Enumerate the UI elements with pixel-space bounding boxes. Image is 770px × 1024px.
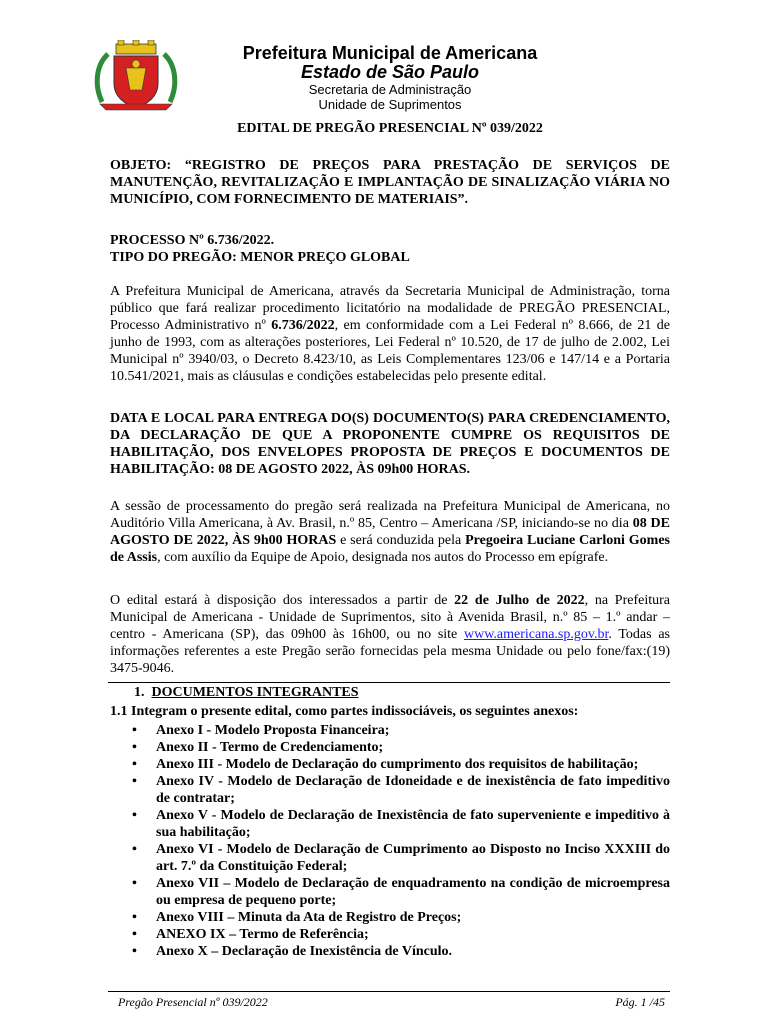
list-item: • Anexo III - Modelo de Declaração do cumprimento dos requisitos de habilitação;: [128, 756, 670, 773]
sessao-date: 08 DE AGOSTO DE 2022, ÀS 9h00 HORAS: [110, 516, 670, 548]
intro-text-1: A Prefeitura Municipal de Americana, através da Secretaria Municipal de Administração, torna público que fará realizar procedimento licitatório na modalidade de PREGÃO PRESENCIAL, Processo Administrativo nº: [110, 284, 670, 333]
section-title: DOCUMENTOS INTEGRANTES: [151, 685, 359, 700]
intro-text-2: , em conformidade com a Lei Federal nº 8.666, de 21 de junho de 1993, com as alterações posteriores, Lei Federal nº 10.520, de 17 de julho de 2.002, Lei Municipal nº 3940/03, o Decreto 8.423/10, as Leis Complementares 123/06 e 147/14 e a Portaria 10.541/2021, mais as cláusulas e condições estabelecidas pelo presente edital.: [110, 318, 670, 384]
edital-title: EDITAL DE PREGÃO PRESENCIAL Nº 039/2022: [237, 121, 543, 136]
intro-paragraph: [110, 283, 670, 385]
processo-number: PROCESSO Nº 6.736/2022.: [110, 233, 275, 248]
sessao-paragraph: [110, 498, 670, 566]
disposicao-date: 22 de Julho de 2022: [454, 593, 585, 608]
data-local-heading: DATA E LOCAL PARA ENTREGA DO(S) DOCUMENTO(S) PARA CREDENCIAMENTO, DA DECLARAÇÃO DE QUE A PROPONENTE CUMPRE OS REQUISITOS DE HABILITAÇÃO, DOS ENVELOPES PROPOSTA DE PREÇOS E DOCUMENTOS DE HABILITAÇÃO: 08 DE AGOSTO 2022, ÀS 09h00 HORAS.: [110, 411, 670, 477]
disposicao-paragraph: [110, 592, 670, 677]
footer-page-number: Pág. 1 /45: [615, 995, 665, 1009]
list-item: • Anexo VIII – Minuta da Ata de Registro de Preços;: [128, 909, 670, 926]
annex-list: [128, 722, 670, 960]
sessao-text-c: e será conduzida pela: [336, 533, 466, 548]
header-secretaria: Secretaria de Administração: [308, 82, 472, 97]
disposicao-text-a: O edital estará à disposição dos interessados a partir de: [110, 593, 455, 608]
sessao-pregoeira: Pregoeira Luciane Carloni Gomes de Assis: [110, 533, 670, 565]
list-item: • Anexo V - Modelo de Declaração de Inexistência de fato superveniente e impeditivo à sua habilitação;: [128, 807, 670, 841]
header-state: Estado de São Paulo: [300, 62, 480, 82]
list-item: • Anexo VII – Modelo de Declaração de enquadramento na condição de microempresa ou empresa de pequeno porte;: [128, 875, 670, 909]
intro-process-number: 6.736/2022: [271, 318, 335, 333]
tipo-pregao: TIPO DO PREGÃO: MENOR PREÇO GLOBAL: [110, 250, 410, 265]
disposicao-text-c: , na Prefeitura Municipal de Americana - Unidade de Suprimentos, sito à Avenida Brasil, n.º 85 – 1.º andar – centro - Americana (SP), das 09h00 às 16h00, ou no site: [110, 593, 670, 642]
processo-block: [110, 232, 670, 266]
list-item: • Anexo X – Declaração de Inexistência de Vínculo.: [128, 943, 670, 960]
section-divider: [108, 682, 670, 683]
section-subtitle: 1.1 Integram o presente edital, como partes indissociáveis, os seguintes anexos:: [110, 704, 579, 719]
site-link[interactable]: www.americana.sp.gov.br: [464, 627, 609, 642]
list-item: • Anexo IV - Modelo de Declaração de Idoneidade e de inexistência de fato impeditivo de contratar;: [128, 773, 670, 807]
list-item: • Anexo I - Modelo Proposta Financeira;: [128, 722, 670, 739]
list-item: • Anexo VI - Modelo de Declaração de Cumprimento ao Disposto no Inciso XXXIII do art. 7.º da Constituição Federal;: [128, 841, 670, 875]
objeto-paragraph: OBJETO: “REGISTRO DE PREÇOS PARA PRESTAÇÃO DE SERVIÇOS DE MANUTENÇÃO, REVITALIZAÇÃO E IMPLANTAÇÃO DE SINALIZAÇÃO VIÁRIA NO MUNICÍPIO, COM FORNECIMENTO DE MATERIAIS”.: [110, 158, 670, 207]
footer-document-ref: Pregão Presencial nº 039/2022: [118, 995, 268, 1009]
sessao-text-e: , com auxílio da Equipe de Apoio, designada nos autos do Processo em epígrafe.: [157, 550, 609, 565]
list-item: • ANEXO IX – Termo de Referência;: [128, 926, 670, 943]
section-number: [134, 685, 359, 701]
sessao-text-a: A sessão de processamento do pregão será realizada na Prefeitura Municipal de Americana, no Auditório Villa Americana, à Av. Brasil, n.º 85, Centro – Americana /SP, iniciando-se no dia: [110, 499, 670, 531]
list-item: • Anexo II - Termo de Credenciamento;: [128, 739, 670, 756]
disposicao-text-d: . Todas as informações referentes a este Pregão serão fornecidas pela mesma Unidade ou pelo fone/fax:(19) 3475-9046.: [110, 627, 670, 676]
footer-divider: [108, 991, 670, 992]
header-title: Prefeitura Municipal de Americana: [242, 43, 538, 63]
municipal-coat-of-arms-icon: [92, 40, 180, 112]
header-unidade: Unidade de Suprimentos: [318, 97, 462, 112]
section-number-text: 1.: [134, 685, 145, 700]
